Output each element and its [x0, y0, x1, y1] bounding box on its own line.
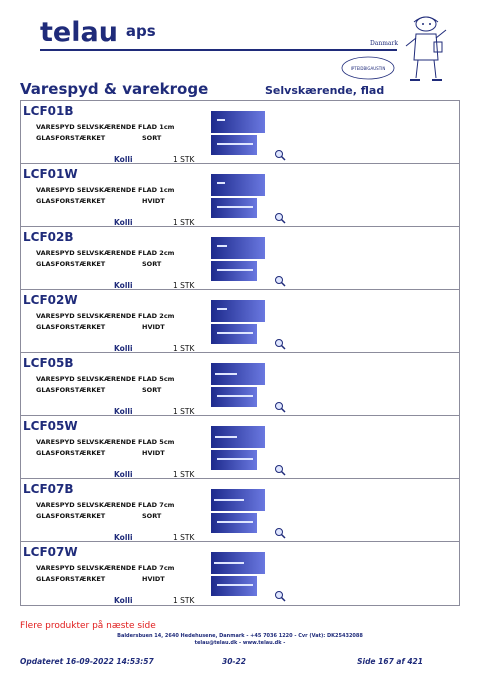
kolli-label: Kolli	[114, 218, 133, 227]
kolli-label: Kolli	[114, 281, 133, 290]
product-sku[interactable]: LCF07W	[23, 545, 78, 559]
product-finish-value: HVIDT	[142, 449, 165, 457]
product-sku[interactable]: LCF01W	[23, 167, 78, 181]
product-description: VARESPYD SELVSKÆRENDE FLAD 1cm	[36, 123, 175, 131]
kolli-value: 1 STK	[173, 470, 195, 479]
product-sku[interactable]: LCF02B	[23, 230, 74, 244]
product-finish-value: HVIDT	[142, 323, 165, 331]
footer-updated: Opdateret 16-09-2022 14:53:57	[20, 657, 154, 666]
product-row	[21, 164, 459, 227]
kolli-value: 1 STK	[173, 596, 195, 605]
zoom-icon[interactable]	[274, 527, 286, 539]
kolli-label: Kolli	[114, 533, 133, 542]
kolli-label: Kolli	[114, 407, 133, 416]
kolli-value: 1 STK	[173, 344, 195, 353]
product-image[interactable]	[211, 174, 265, 218]
product-finish-label: GLASFORSTÆRKET	[36, 197, 106, 205]
product-row	[21, 353, 459, 416]
product-finish-label: GLASFORSTÆRKET	[36, 575, 106, 583]
product-description: VARESPYD SELVSKÆRENDE FLAD 7cm	[36, 564, 175, 572]
product-description: VARESPYD SELVSKÆRENDE FLAD 5cm	[36, 375, 175, 383]
product-description: VARESPYD SELVSKÆRENDE FLAD 1cm	[36, 186, 175, 194]
kolli-label: Kolli	[114, 470, 133, 479]
zoom-icon[interactable]	[274, 212, 286, 224]
page-title: Varespyd & varekroge	[20, 80, 209, 98]
zoom-icon[interactable]	[274, 401, 286, 413]
product-finish-value: SORT	[142, 386, 162, 394]
product-image[interactable]	[211, 489, 265, 533]
product-finish-label: GLASFORSTÆRKET	[36, 323, 106, 331]
product-description: VARESPYD SELVSKÆRENDE FLAD 2cm	[36, 249, 175, 257]
product-row	[21, 542, 459, 605]
product-finish-label: GLASFORSTÆRKET	[36, 134, 106, 142]
brand-name: telau	[40, 17, 118, 48]
header-divider	[40, 49, 397, 51]
product-finish-label: GLASFORSTÆRKET	[36, 449, 106, 457]
product-sku[interactable]: LCF02W	[23, 293, 78, 307]
product-finish-value: HVIDT	[142, 575, 165, 583]
product-finish-value: HVIDT	[142, 197, 165, 205]
product-row	[21, 416, 459, 479]
address-line-1: Baldersbuen 14, 2640 Hedehusene, Danmark - +45 7036 1220 - Cvr (Vat): DK25432088	[117, 633, 363, 639]
address-line-2: telau@telau.dk - www.telau.dk -	[194, 640, 286, 646]
product-description: VARESPYD SELVSKÆRENDE FLAD 2cm	[36, 312, 175, 320]
kolli-value: 1 STK	[173, 281, 195, 290]
certification-badge-icon	[341, 56, 395, 80]
zoom-icon[interactable]	[274, 149, 286, 161]
product-image[interactable]	[211, 363, 265, 407]
product-row	[21, 101, 459, 164]
product-finish-value: SORT	[142, 512, 162, 520]
more-products-notice[interactable]: Flere produkter på næste side	[20, 621, 156, 631]
product-finish-value: SORT	[142, 260, 162, 268]
category-title: Selvskærende, flad	[265, 84, 385, 97]
zoom-icon[interactable]	[274, 590, 286, 602]
product-finish-label: GLASFORSTÆRKET	[36, 386, 106, 394]
product-sku[interactable]: LCF01B	[23, 104, 74, 118]
product-image[interactable]	[211, 237, 265, 281]
kolli-value: 1 STK	[173, 407, 195, 416]
mascot-icon	[404, 10, 448, 84]
product-list	[20, 100, 460, 606]
kolli-label: Kolli	[114, 596, 133, 605]
telau-logo	[40, 17, 156, 48]
brand-suffix: aps	[125, 22, 156, 40]
kolli-label: Kolli	[114, 344, 133, 353]
product-image[interactable]	[211, 552, 265, 596]
product-image[interactable]	[211, 111, 265, 155]
product-sku[interactable]: LCF07B	[23, 482, 74, 496]
product-image[interactable]	[211, 426, 265, 470]
product-description: VARESPYD SELVSKÆRENDE FLAD 7cm	[36, 501, 175, 509]
footer-code: 30-22	[222, 657, 246, 666]
company-address	[0, 633, 480, 647]
product-sku[interactable]: LCF05W	[23, 419, 78, 433]
product-finish-label: GLASFORSTÆRKET	[36, 260, 106, 268]
zoom-icon[interactable]	[274, 275, 286, 287]
product-row	[21, 290, 459, 353]
footer-page-number: Side 167 af 421	[357, 657, 423, 666]
product-finish-value: SORT	[142, 134, 162, 142]
product-sku[interactable]: LCF05B	[23, 356, 74, 370]
kolli-value: 1 STK	[173, 533, 195, 542]
kolli-value: 1 STK	[173, 155, 195, 164]
zoom-icon[interactable]	[274, 464, 286, 476]
badge-text: IPTEIDBIGAUSTIN	[350, 66, 386, 71]
zoom-icon[interactable]	[274, 338, 286, 350]
country-label: Danmark	[369, 40, 398, 47]
kolli-value: 1 STK	[173, 218, 195, 227]
product-image[interactable]	[211, 300, 265, 344]
product-row	[21, 227, 459, 290]
kolli-label: Kolli	[114, 155, 133, 164]
product-description: VARESPYD SELVSKÆRENDE FLAD 5cm	[36, 438, 175, 446]
product-row	[21, 479, 459, 542]
product-finish-label: GLASFORSTÆRKET	[36, 512, 106, 520]
